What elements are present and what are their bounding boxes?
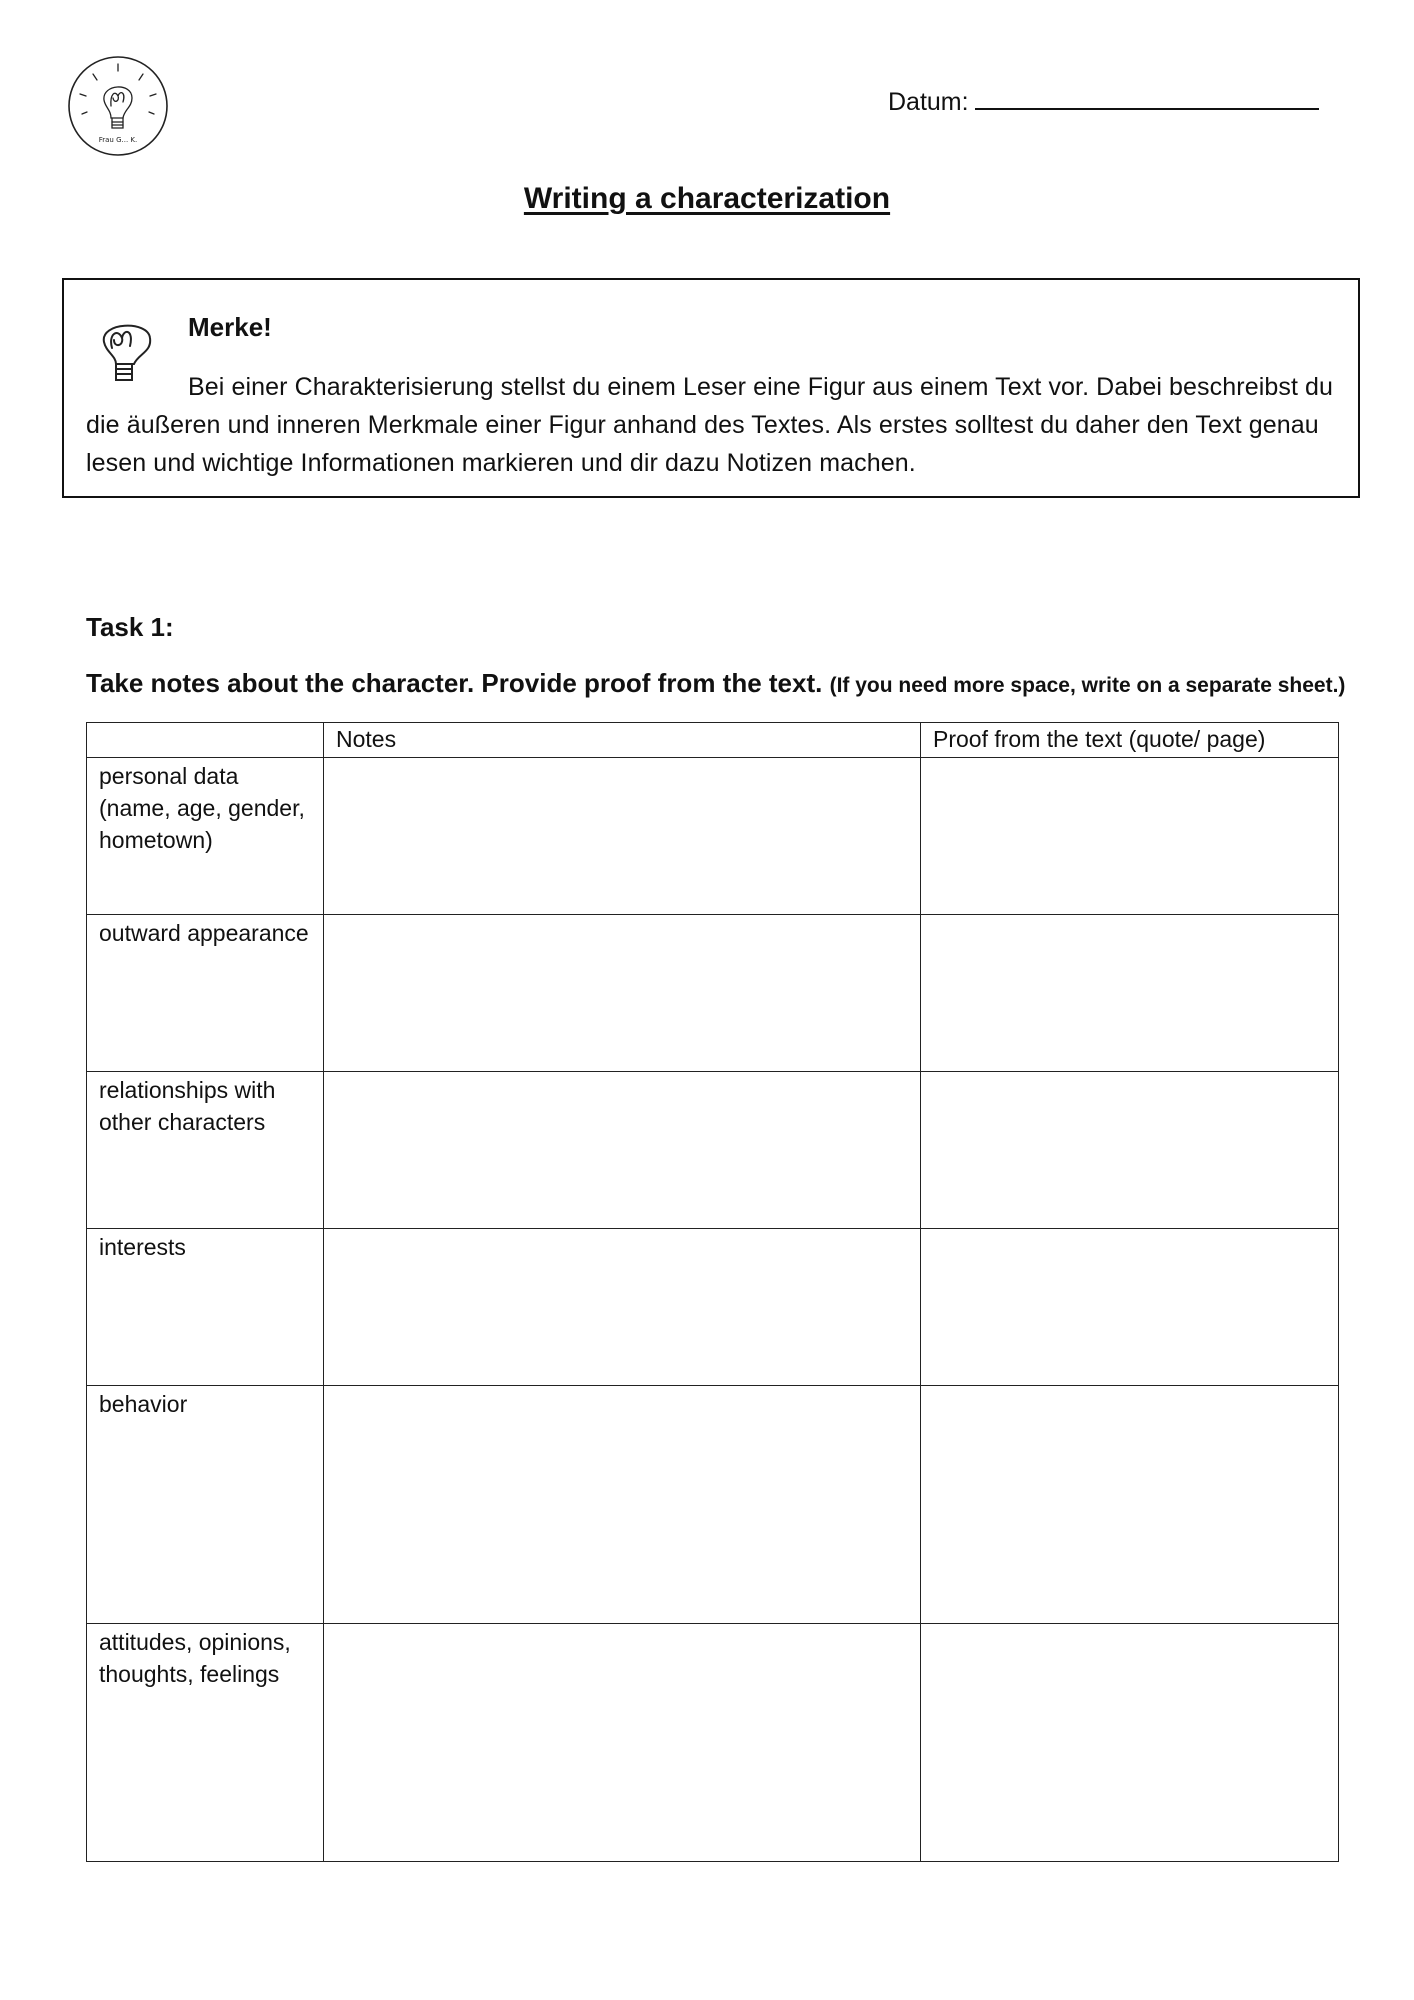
row-label: outward appearance [87, 915, 324, 1072]
merke-box [62, 278, 1360, 498]
proof-cell[interactable] [921, 1072, 1339, 1229]
date-field[interactable] [888, 86, 1319, 117]
row-label: attitudes, opinions, thoughts, feelings [87, 1624, 324, 1862]
notes-cell[interactable] [324, 915, 921, 1072]
row-label: relationships with other characters [87, 1072, 324, 1229]
proof-cell[interactable] [921, 1229, 1339, 1386]
merke-text: Bei einer Charakterisierung stellst du einem Leser eine Figur aus einem Text vor. Dabei beschreibst du die äußeren und inneren Merkmale einer Figur anhand des Textes. Als erstes solltest du daher den Text genau lesen und wichtige Informationen markieren und dir dazu Notizen machen. [86, 373, 1334, 477]
task-note: (If you need more space, write on a separate sheet.) [829, 674, 1346, 697]
header-cell-notes: Notes [324, 723, 921, 758]
proof-cell[interactable] [921, 1624, 1339, 1862]
proof-cell[interactable] [921, 915, 1339, 1072]
date-input-line[interactable] [975, 86, 1319, 110]
table-row [87, 1386, 1339, 1624]
notes-cell[interactable] [324, 1229, 921, 1386]
table-row [87, 1229, 1339, 1386]
table-row [87, 915, 1339, 1072]
table-row [87, 758, 1339, 915]
date-label: Datum: [888, 88, 969, 116]
notes-cell[interactable] [324, 1624, 921, 1862]
row-label: behavior [87, 1386, 324, 1624]
proof-cell[interactable] [921, 1386, 1339, 1624]
header-cell-proof: Proof from the text (quote/ page) [921, 723, 1339, 758]
task-instruction-text: Take notes about the character. Provide proof from the text. [86, 668, 823, 698]
notes-cell[interactable] [324, 1386, 921, 1624]
merke-heading: Merke! [188, 312, 272, 342]
table-row [87, 1624, 1339, 1862]
proof-cell[interactable] [921, 758, 1339, 915]
notes-cell[interactable] [324, 758, 921, 915]
row-label: personal data (name, age, gender, hometown) [87, 758, 324, 915]
task-instruction [86, 668, 1345, 699]
task-label: Task 1: [86, 612, 174, 642]
table-row [87, 1072, 1339, 1229]
table-header-row [87, 723, 1339, 758]
row-label: interests [87, 1229, 324, 1386]
notes-table [86, 722, 1339, 1862]
logo-small-text: Frau G... K. [98, 136, 138, 144]
lightbulb-stamp-icon [66, 54, 170, 158]
page-title: Writing a characterization [523, 182, 891, 215]
header-cell-empty [87, 723, 324, 758]
notes-cell[interactable] [324, 1072, 921, 1229]
